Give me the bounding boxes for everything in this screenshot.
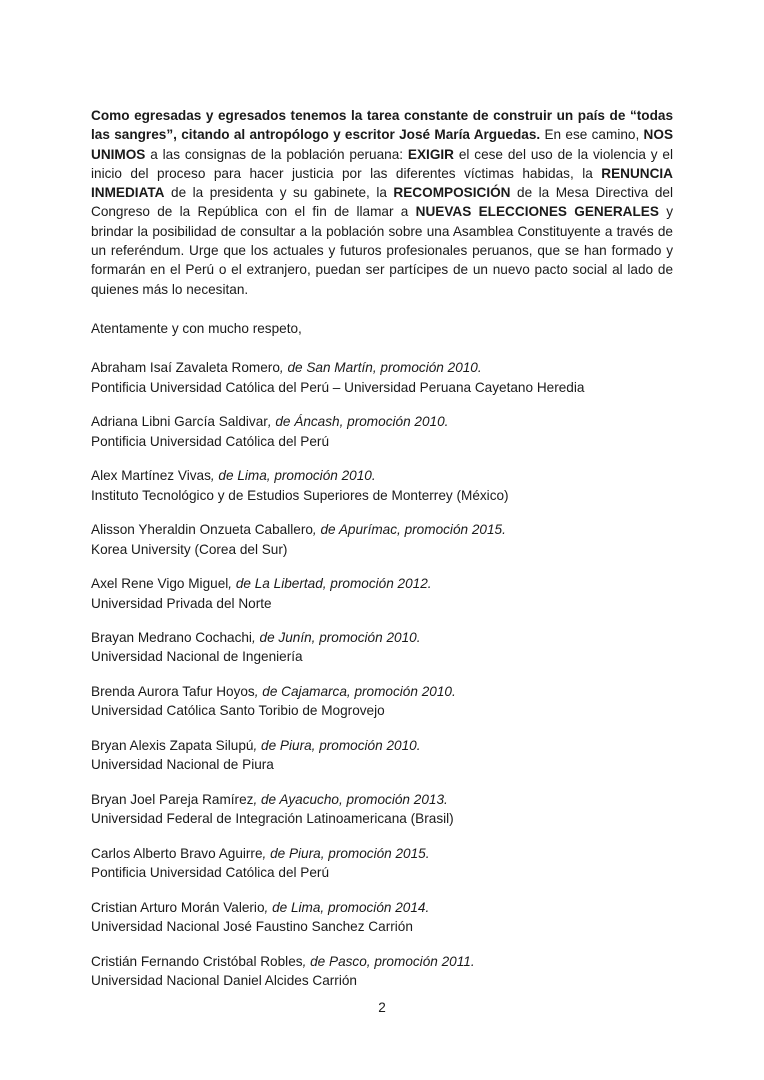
signatory-name: Carlos Alberto Bravo Aguirre — [91, 846, 263, 862]
intro-bold-recomposicion: RECOMPOSICIÓN — [393, 185, 511, 201]
signatory-origin: , de Lima, promoción 2014. — [264, 900, 430, 916]
signatory-origin: , de Apurímac, promoción 2015. — [312, 522, 506, 538]
intro-text: a las consignas de la población peruana: — [145, 146, 408, 162]
signatory — [91, 790, 673, 829]
intro-text: de la Mesa Directiva del Congreso de la República con el fin de llamar a — [91, 185, 673, 220]
signatory-name: Brayan Medrano Cochachi — [91, 630, 252, 646]
signatory-institution: Pontificia Universidad Católica del Perú – Universidad Peruana Cayetano Heredia — [91, 379, 585, 395]
signatory — [91, 682, 673, 721]
signatory-name: Cristian Arturo Morán Valerio — [91, 900, 265, 916]
signatory-origin: , de La Libertad, promoción 2012. — [228, 576, 432, 592]
signatory-name: Abraham Isaí Zavaleta Romero — [91, 360, 280, 376]
signatory-origin: , de Piura, promoción 2010. — [253, 738, 421, 754]
signatory-origin: , de Pasco, promoción 2011. — [302, 954, 475, 970]
signatory-institution: Universidad Federal de Integración Latinoamericana (Brasil) — [91, 811, 454, 827]
signatory-institution: Universidad Nacional José Faustino Sanchez Carrión — [91, 919, 413, 935]
signatory-name: Alex Martínez Vivas — [91, 468, 211, 484]
signatory-name-line — [91, 736, 673, 755]
signatory-institution: Universidad Católica Santo Toribio de Mogrovejo — [91, 703, 385, 719]
signatory-name-line — [91, 790, 673, 809]
signatory-origin: , de Lima, promoción 2010. — [210, 468, 376, 484]
signatory-institution: Universidad Nacional Daniel Alcides Carrión — [91, 973, 357, 989]
intro-text: En ese camino, — [540, 127, 644, 143]
signatory-institution: Universidad Nacional de Piura — [91, 757, 274, 773]
signatory — [91, 898, 673, 937]
signatory-institution: Instituto Tecnológico y de Estudios Superiores de Monterrey (México) — [91, 487, 509, 503]
signatory — [91, 952, 673, 991]
signatory-name-line — [91, 412, 673, 431]
intro-bold-exigir: EXIGIR — [407, 146, 454, 162]
document-page — [91, 106, 673, 1006]
intro-text: el cese del uso de la violencia y el inicio del proceso para hacer justicia por las diferentes víctimas habidas, la — [91, 146, 673, 181]
signatory-name: Alisson Yheraldin Onzueta Caballero — [91, 522, 313, 538]
intro-bold-elecciones: NUEVAS ELECCIONES GENERALES — [415, 204, 659, 220]
signatory — [91, 358, 673, 397]
signatory-origin: , de San Martín, promoción 2010. — [279, 360, 482, 376]
signatory — [91, 844, 673, 883]
intro-text: de la presidenta y su gabinete, la — [164, 185, 394, 201]
intro-paragraph — [91, 106, 673, 299]
signatory-name-line — [91, 466, 673, 485]
signatory-name-line — [91, 844, 673, 863]
signatory — [91, 628, 673, 667]
signatory — [91, 736, 673, 775]
signatory-institution: Universidad Privada del Norte — [91, 595, 272, 611]
intro-bold-lead: Como egresadas y egresados tenemos la tarea constante de construir un país de “todas las sangres”, citando al antropólogo y escritor José María Arguedas. — [91, 108, 673, 143]
signatory-origin: , de Áncash, promoción 2010. — [267, 414, 449, 430]
signatory-name: Bryan Joel Pareja Ramírez — [91, 792, 254, 808]
signatory-name: Brenda Aurora Tafur Hoyos — [91, 684, 255, 700]
signatory-name: Adriana Libni García Saldivar — [91, 414, 268, 430]
signatory-institution: Pontificia Universidad Católica del Perú — [91, 865, 330, 881]
signatory-name: Cristián Fernando Cristóbal Robles — [91, 954, 303, 970]
page-number: 2 — [378, 1000, 386, 1015]
signatory-name-line — [91, 628, 673, 647]
signatory-origin: , de Ayacucho, promoción 2013. — [253, 792, 448, 808]
signatory-name-line — [91, 952, 673, 971]
signatory — [91, 412, 673, 451]
signatory-name-line — [91, 520, 673, 539]
signatory — [91, 574, 673, 613]
signatory-origin: , de Cajamarca, promoción 2010. — [254, 684, 456, 700]
signatory-institution: Universidad Nacional de Ingeniería — [91, 649, 303, 665]
signatory — [91, 466, 673, 505]
signatory-name-line — [91, 898, 673, 917]
signatory-name: Axel Rene Vigo Miguel — [91, 576, 229, 592]
signatory-origin: , de Junín, promoción 2010. — [251, 630, 421, 646]
signatory-origin: , de Piura, promoción 2015. — [262, 846, 430, 862]
intro-bold-nos-unimos: NOS UNIMOS — [91, 127, 674, 162]
intro-text: y brindar la posibilidad de consultar a la población sobre una Asamblea Constituyente a través de un referéndum. Urge que los actuales y futuros profesionales peruanos, que se han formado y formarán en el Perú o el extranjero, puedan ser partícipes de un nuevo pacto social al lado de quienes más lo necesitan. — [91, 204, 673, 297]
signatory-institution: Korea University (Corea del Sur) — [91, 541, 288, 557]
closing-line: Atentamente y con mucho respeto, — [91, 320, 302, 336]
signatory-name-line — [91, 574, 673, 593]
signatory-name-line — [91, 358, 673, 377]
intro-bold-renuncia: RENUNCIA INMEDIATA — [91, 165, 673, 201]
signatory-name-line — [91, 682, 673, 701]
signatory-name: Bryan Alexis Zapata Silupú — [91, 738, 254, 754]
signatory-list — [91, 358, 673, 990]
signatory — [91, 520, 673, 559]
signatory-institution: Pontificia Universidad Católica del Perú — [91, 433, 330, 449]
